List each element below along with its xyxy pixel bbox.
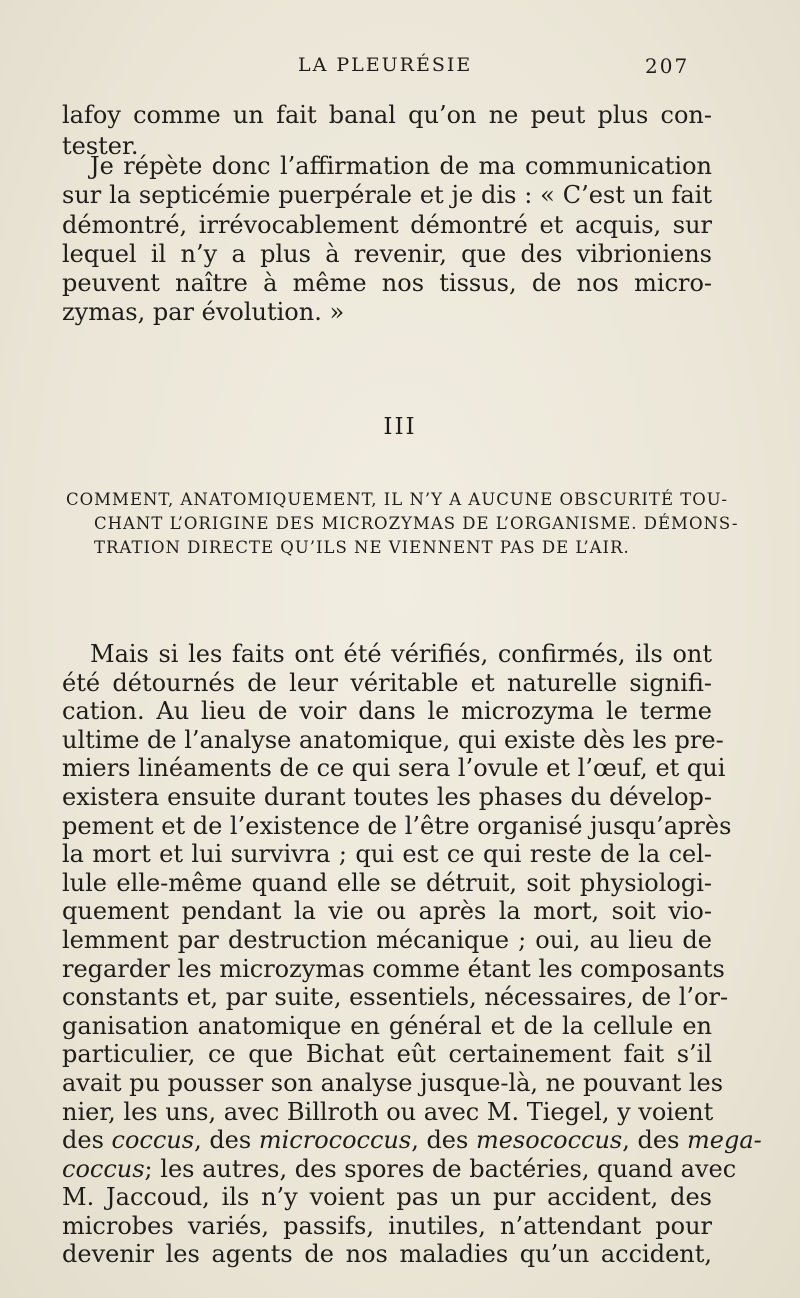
text-line: Mais si les faits ont été vérifiés, confirmés, ils ont bbox=[90, 640, 712, 668]
text-fragment: , des bbox=[622, 1126, 688, 1155]
text-line-italic-terms bbox=[62, 1154, 737, 1184]
text-line: peuvent naître à même nos tissus, de nos micro- bbox=[62, 269, 712, 298]
italic-term: mesococcus bbox=[475, 1126, 623, 1155]
text-line: devenir les agents de nos maladies qu’un accident, bbox=[62, 1240, 712, 1269]
text-fragment: des bbox=[62, 1126, 112, 1155]
page-number: 207 bbox=[645, 54, 690, 78]
text-line-italic-terms bbox=[62, 1126, 762, 1155]
text-line: démontré, irrévocablement démontré et acquis, sur bbox=[62, 210, 712, 239]
running-head: LA PLEURÉSIE bbox=[298, 54, 473, 76]
text-line: existera ensuite durant toutes les phases du dévelop- bbox=[62, 782, 712, 811]
text-fragment: , des bbox=[411, 1126, 476, 1155]
page-header bbox=[0, 54, 800, 86]
text-line: lafoy comme un fait banal qu’on ne peut plus con- bbox=[62, 101, 712, 129]
text-line: Je répète donc l’affirmation de ma communication bbox=[90, 152, 712, 180]
text-line: lule elle-même quand elle se détruit, soit physiologi- bbox=[62, 868, 712, 897]
text-line: sur la septicémie puerpérale et je dis : « C’est un fait bbox=[62, 181, 712, 210]
text-line: nier, les uns, avec Billroth ou avec M. Tiegel, y voient bbox=[62, 1097, 714, 1126]
section-title-line: CHANT L’ORIGINE DES MICROZYMAS DE L’ORGANISME. DÉMONS- bbox=[94, 514, 739, 533]
paragraph-quote bbox=[62, 152, 712, 328]
text-line: lemment par destruction mécanique ; oui, au lieu de bbox=[62, 925, 712, 954]
section-number: III bbox=[383, 414, 417, 440]
text-line: miers linéaments de ce qui sera l’ovule et l’œuf, et qui bbox=[62, 754, 726, 783]
text-line: M. Jaccoud, ils n’y voient pas un pur accident, des bbox=[62, 1183, 712, 1212]
text-line: été détournés de leur véritable et naturelle signifi- bbox=[62, 668, 712, 697]
italic-term: coccus bbox=[111, 1126, 195, 1155]
text-line: constants et, par suite, essentiels, nécessaires, de l’or- bbox=[62, 983, 729, 1012]
text-line: microbes variés, passifs, inutiles, n’attendant pour bbox=[62, 1211, 712, 1240]
section-title-line: TRATION DIRECTE QU’ILS NE VIENNENT PAS DE L’AIR. bbox=[94, 538, 630, 557]
italic-term: mega- bbox=[687, 1126, 762, 1155]
italic-term: micrococcus bbox=[258, 1126, 412, 1155]
text-line: particulier, ce que Bichat eût certainement fait s’il bbox=[62, 1040, 712, 1069]
text-line: zymas, par évolution. » bbox=[62, 298, 345, 327]
text-line: avait pu pousser son analyse jusque-là, ne pouvant les bbox=[62, 1068, 724, 1097]
italic-term: coccus bbox=[62, 1154, 145, 1183]
paragraph-body bbox=[62, 640, 762, 1269]
text-line: regarder les microzymas comme étant les composants bbox=[62, 954, 725, 983]
text-line: quement pendant la vie ou après la mort, soit vio- bbox=[62, 897, 712, 926]
text-line: tester. bbox=[62, 132, 139, 160]
section-title bbox=[66, 488, 739, 560]
text-line: cation. Au lieu de voir dans le microzyma le terme bbox=[62, 697, 712, 726]
section-title-line: COMMENT, ANATOMIQUEMENT, IL N’Y A AUCUNE OBSCURITÉ TOU- bbox=[66, 490, 728, 509]
text-fragment: ; les autres, des spores de bactéries, quand avec bbox=[144, 1154, 737, 1183]
text-line: lequel il n’y a plus à revenir, que des vibrioniens bbox=[62, 239, 712, 268]
text-line: ultime de l’analyse anatomique, qui existe dès les pre- bbox=[62, 725, 724, 754]
text-line: la mort et lui survivra ; qui est ce qui reste de la cel- bbox=[62, 840, 712, 869]
text-line: pement et de l’existence de l’être organisé jusqu’après bbox=[62, 811, 732, 840]
text-fragment: , des bbox=[194, 1126, 259, 1155]
text-line: ganisation anatomique en général et de la cellule en bbox=[62, 1011, 712, 1040]
